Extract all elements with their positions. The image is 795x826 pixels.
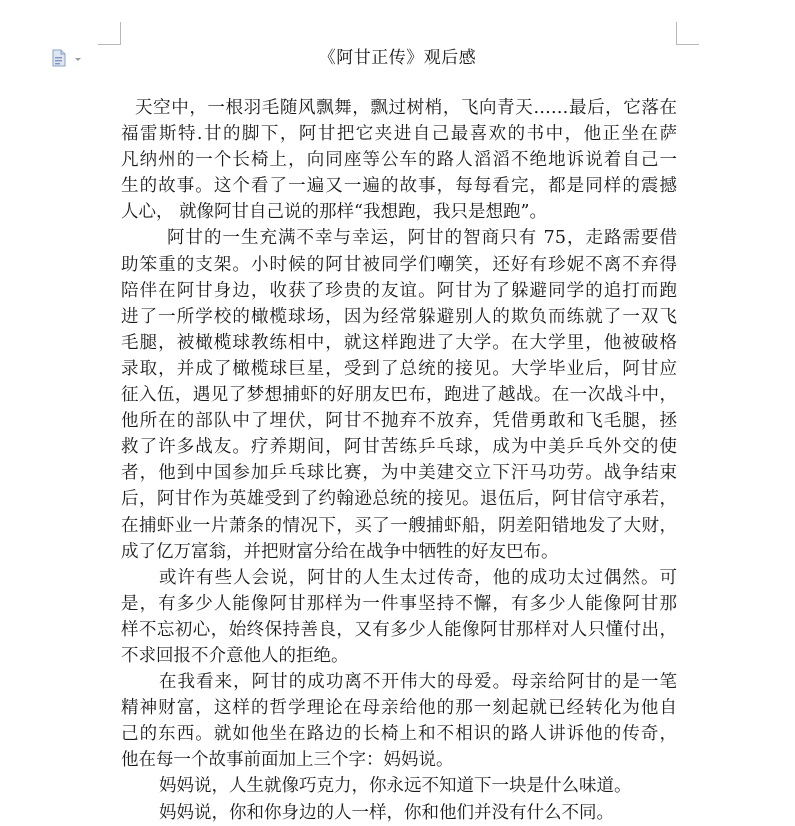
document-body[interactable]: [121, 95, 677, 826]
text-line: 后，阿甘作为英雄受到了约翰逊总统的接见。退伍后，阿甘信守承若，: [121, 489, 677, 510]
text-line: 他在每一个故事前面加上三个字：妈妈说。: [121, 750, 454, 771]
text-line: 在我看来，阿甘的成功离不开伟大的母爱。母亲给阿甘的是一笔: [159, 672, 677, 693]
text-line: 录取，并成了橄榄球巨星，受到了总统的接见。大学毕业后，阿甘应: [121, 358, 677, 379]
paragraph: [121, 669, 677, 773]
text-line: 救了许多战友。疗养期间，阿甘苦练乒乓球，成为中美乒乓外交的使: [121, 437, 677, 458]
text-line: 不求回报不介意他人的拒绝。: [121, 645, 349, 666]
text-line: 凡纳州的一个长椅上，向同座等公车的路人滔滔不绝地诉说着自己一: [121, 150, 677, 171]
text-line: 阿甘的一生充满不幸与幸运，阿甘的智商只有 75，走路需要借: [167, 228, 677, 249]
text-line: 样不忘初心，始终保持善良，又有多少人能像阿甘那样对人只懂付出，: [121, 619, 677, 640]
text-line: 生的故事。这个看了一遍又一遍的故事，每每看完，都是同样的震撼: [121, 176, 677, 197]
page-corner-mark-top-right: [676, 22, 699, 45]
text-line: 天空中，一根羽毛随风飘舞，飘过树梢，飞向青天……最后，它落在: [135, 98, 677, 118]
text-line: 成了亿万富翁，并把财富分给在战争中牺牲的好友巴布。: [121, 541, 559, 562]
page-corner-mark-top-left: [98, 22, 121, 45]
text-line: 者，他到中国参加乒乓球比赛，为中美建交立下汗马功劳。战争结束: [121, 463, 677, 484]
text-line: 妈妈说，人生就像巧克力，你永远不知道下一块是什么味道。: [159, 776, 632, 797]
text-line: 人心， 就像阿甘自己说的那样“我想跑，我只是想跑”。: [121, 202, 547, 223]
text-line: 是，有多少人能像阿甘那样为一件事坚持不懈，有多少人能像阿甘那: [121, 593, 677, 614]
text-line: 毛腿，被橄榄球教练相中，就这样跑进了大学。在大学里，他被破格: [121, 332, 677, 353]
text-line: 精神财富，这样的哲学理论在母亲给他的那一刻起就已经转化为他自: [121, 698, 677, 719]
text-line: 他所在的部队中了埋伏，阿甘不抛弃不放弃，凭借勇敢和飞毛腿，拯: [121, 411, 677, 432]
document-title: 《阿甘正传》观后感: [318, 48, 477, 68]
text-line: 在捕虾业一片萧条的情况下，买了一艘捕虾船，阴差阳错地发了大财，: [121, 515, 677, 536]
text-line: 妈妈说，你和你身边的人一样，你和他们并没有什么不同。: [159, 802, 614, 823]
paragraph: [121, 800, 677, 826]
text-line: 己的东西。就如他坐在路边的长椅上和不相识的路人讲诉他的传奇，: [121, 724, 677, 745]
paragraph: [121, 773, 677, 799]
text-line: 征入伍，遇见了梦想捕虾的好朋友巴布，跑进了越战。在一次战斗中，: [121, 385, 677, 406]
paragraph: [121, 225, 677, 564]
text-line: 陪伴在阿甘身边，收获了珍贵的友谊。阿甘为了躲避同学的追打而跑: [121, 280, 677, 301]
text-line: 或许有些人会说，阿甘的人生太过传奇，他的成功太过偶然。可: [159, 567, 677, 588]
paragraph: [121, 95, 677, 225]
text-line: 进了一所学校的橄榄球场，因为经常躲避别人的欺负而练就了一双飞: [121, 306, 677, 327]
text-line: 助笨重的支架。小时候的阿甘被同学们嘲笑，还好有珍妮不离不弃得: [121, 254, 677, 275]
paragraph: [121, 565, 677, 669]
text-line: 福雷斯特.甘的脚下，阿甘把它夹进自己最喜欢的书中，他正坐在萨: [121, 124, 677, 145]
